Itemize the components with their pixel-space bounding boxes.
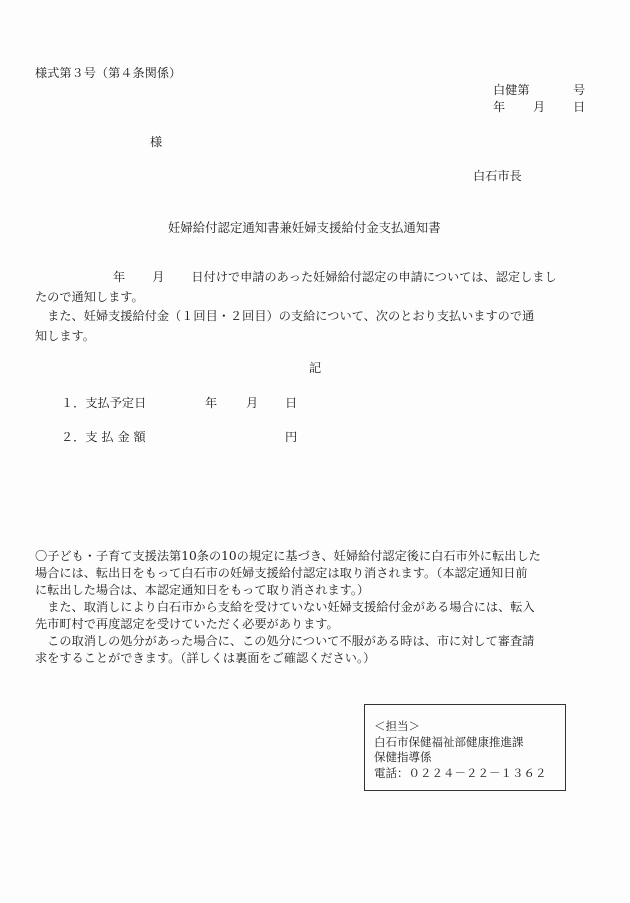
notice-line: また、取消しにより白石市から支給を受けていない妊婦支援給付金がある場合には、転入 <box>35 600 535 614</box>
item-payment-date-label: １．支払予定日 <box>61 396 147 410</box>
notice-line: この取消しの処分があった場合に、この処分について不服がある時は、市に対して審査請 <box>35 634 535 648</box>
item-payment-amount-label: ２．支 払 金 額 <box>61 430 146 444</box>
contact-heading: ＜担当＞ <box>374 719 420 733</box>
contact-department: 白石市保健福祉部健康推進課 <box>374 734 524 749</box>
body-paragraph <box>35 268 591 346</box>
body-line1-rest: 日付けで申請のあった妊婦給付認定の申請については、認定しまし <box>191 270 557 284</box>
date-day-label: 日 <box>573 100 586 114</box>
doc-number-prefix: 白健第 <box>493 83 530 97</box>
body-line-2: たので通知します。 <box>35 289 144 304</box>
notice-line: に転出した場合は、本認定通知日をもって取り消されます。） <box>35 583 370 597</box>
body-line-3: また、妊婦支援給付金（１回目・２回目）の支給について、次のとおり支払いますので通 <box>35 309 535 323</box>
item-payment-date-day: 日 <box>285 396 298 410</box>
notice-line: 先市町村で再度認定を受けていただく必要があります。 <box>35 617 339 631</box>
ki-heading: 記 <box>309 361 322 375</box>
notice-line: 場合には、転出日をもって白石市の妊婦支援給付認定は取り消されます。（本認定通知日前 <box>35 566 528 580</box>
date-month-label: 月 <box>533 100 546 114</box>
document-title: 妊婦給付認定通知書兼妊婦支援給付金支払通知書 <box>168 220 441 235</box>
notice-line: 求をすることができます。（詳しくは裏面をご確認ください。） <box>35 651 376 665</box>
recipient-suffix: 様 <box>150 135 163 149</box>
body-year: 年 <box>113 270 126 284</box>
item-payment-amount-unit: 円 <box>285 430 298 444</box>
notice-line: 〇子ども・子育て支援法第10条の10の規定に基づき、妊婦給付認定後に白石市外に転出した <box>35 549 541 563</box>
body-line-1 <box>35 268 591 288</box>
contact-section: 保健指導係 <box>374 750 432 764</box>
item-payment-date-month: 月 <box>246 396 259 410</box>
contact-box <box>364 704 566 791</box>
doc-number-suffix: 号 <box>573 83 586 97</box>
date-year-label: 年 <box>493 100 506 114</box>
issuer-name: 白石市長 <box>473 169 522 183</box>
body-line-4: 知します。 <box>35 328 95 343</box>
item-payment-date-year: 年 <box>205 396 218 410</box>
notice-paragraph <box>35 548 591 667</box>
body-month: 月 <box>152 270 165 284</box>
form-number: 様式第３号（第４条関係） <box>35 66 182 80</box>
contact-phone: 電話：０２２４－２２－１３６２ <box>374 765 547 780</box>
